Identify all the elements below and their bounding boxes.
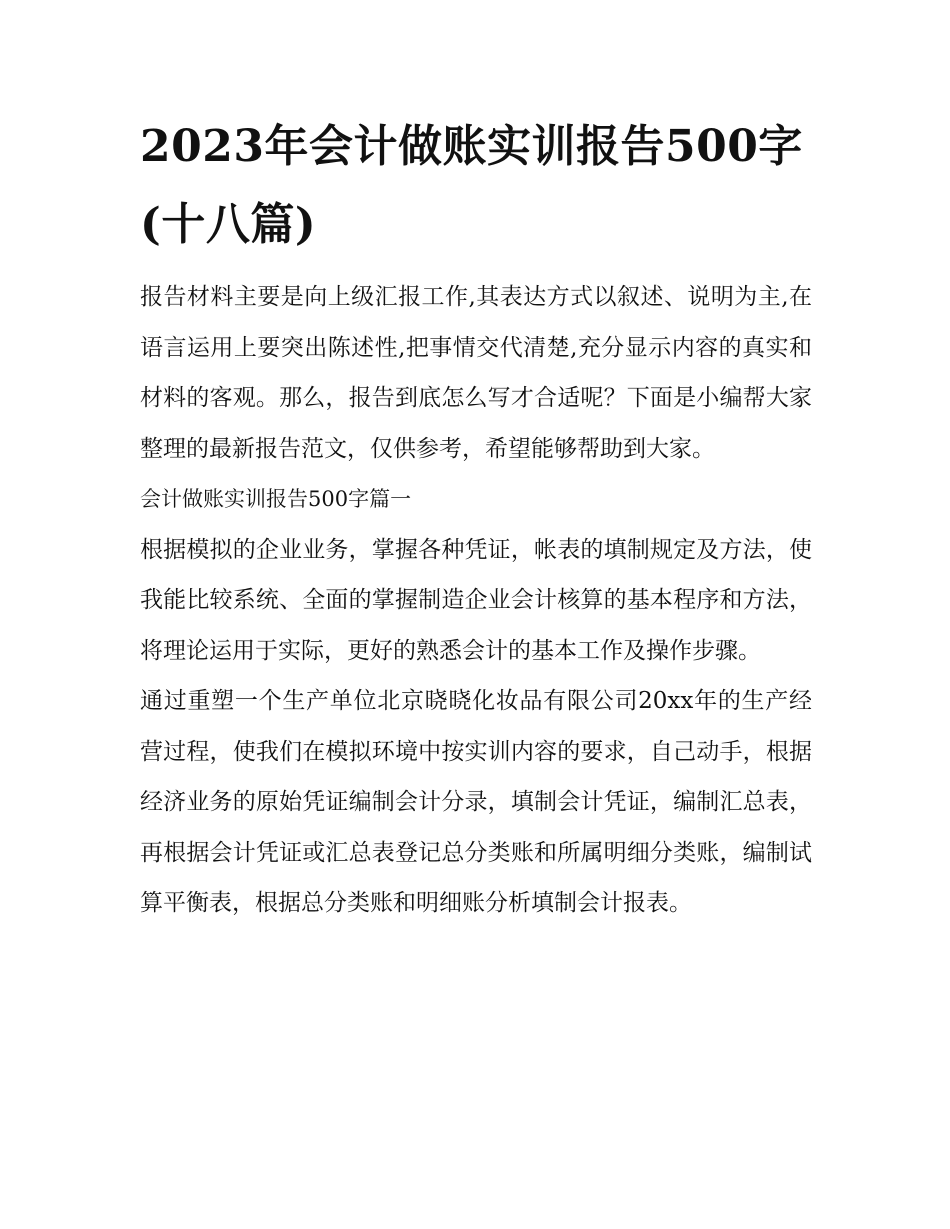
document-title: 2023年会计做账实训报告500字(十八篇) [140,121,803,250]
body-paragraph: 根据模拟的企业业务，掌握各种凭证，帐表的填制规定及方法，使我能比较系统、全面的掌握制造企业会计核算的基本程序和方法，将理论运用于实际，更好的熟悉会计的基本工作及操作步骤。 [140,536,812,664]
body-paragraph: 通过重塑一个生产单位北京晓晓化妆品有限公司20xx年的生产经营过程，使我们在模拟环境中按实训内容的要求，自己动手，根据经济业务的原始凭证编制会计分录，填制会计凭证，编制汇总表，再根据会计凭证或汇总表登记总分类账和所属明细分类账，编制试算平衡表，根据总分类账和明细账分析填制会计报表。 [140,688,812,916]
document-body [140,108,812,929]
section-heading: 会计做账实训报告500字篇一 [140,487,412,511]
intro-paragraph: 报告材料主要是向上级汇报工作,其表达方式以叙述、说明为主,在语言运用上要突出陈述性,把事情交代清楚,充分显示内容的真实和材料的客观。那么，报告到底怎么写才合适呢？下面是小编帮大家整理的最新报告范文，仅供参考，希望能够帮助到大家。 [140,284,812,462]
